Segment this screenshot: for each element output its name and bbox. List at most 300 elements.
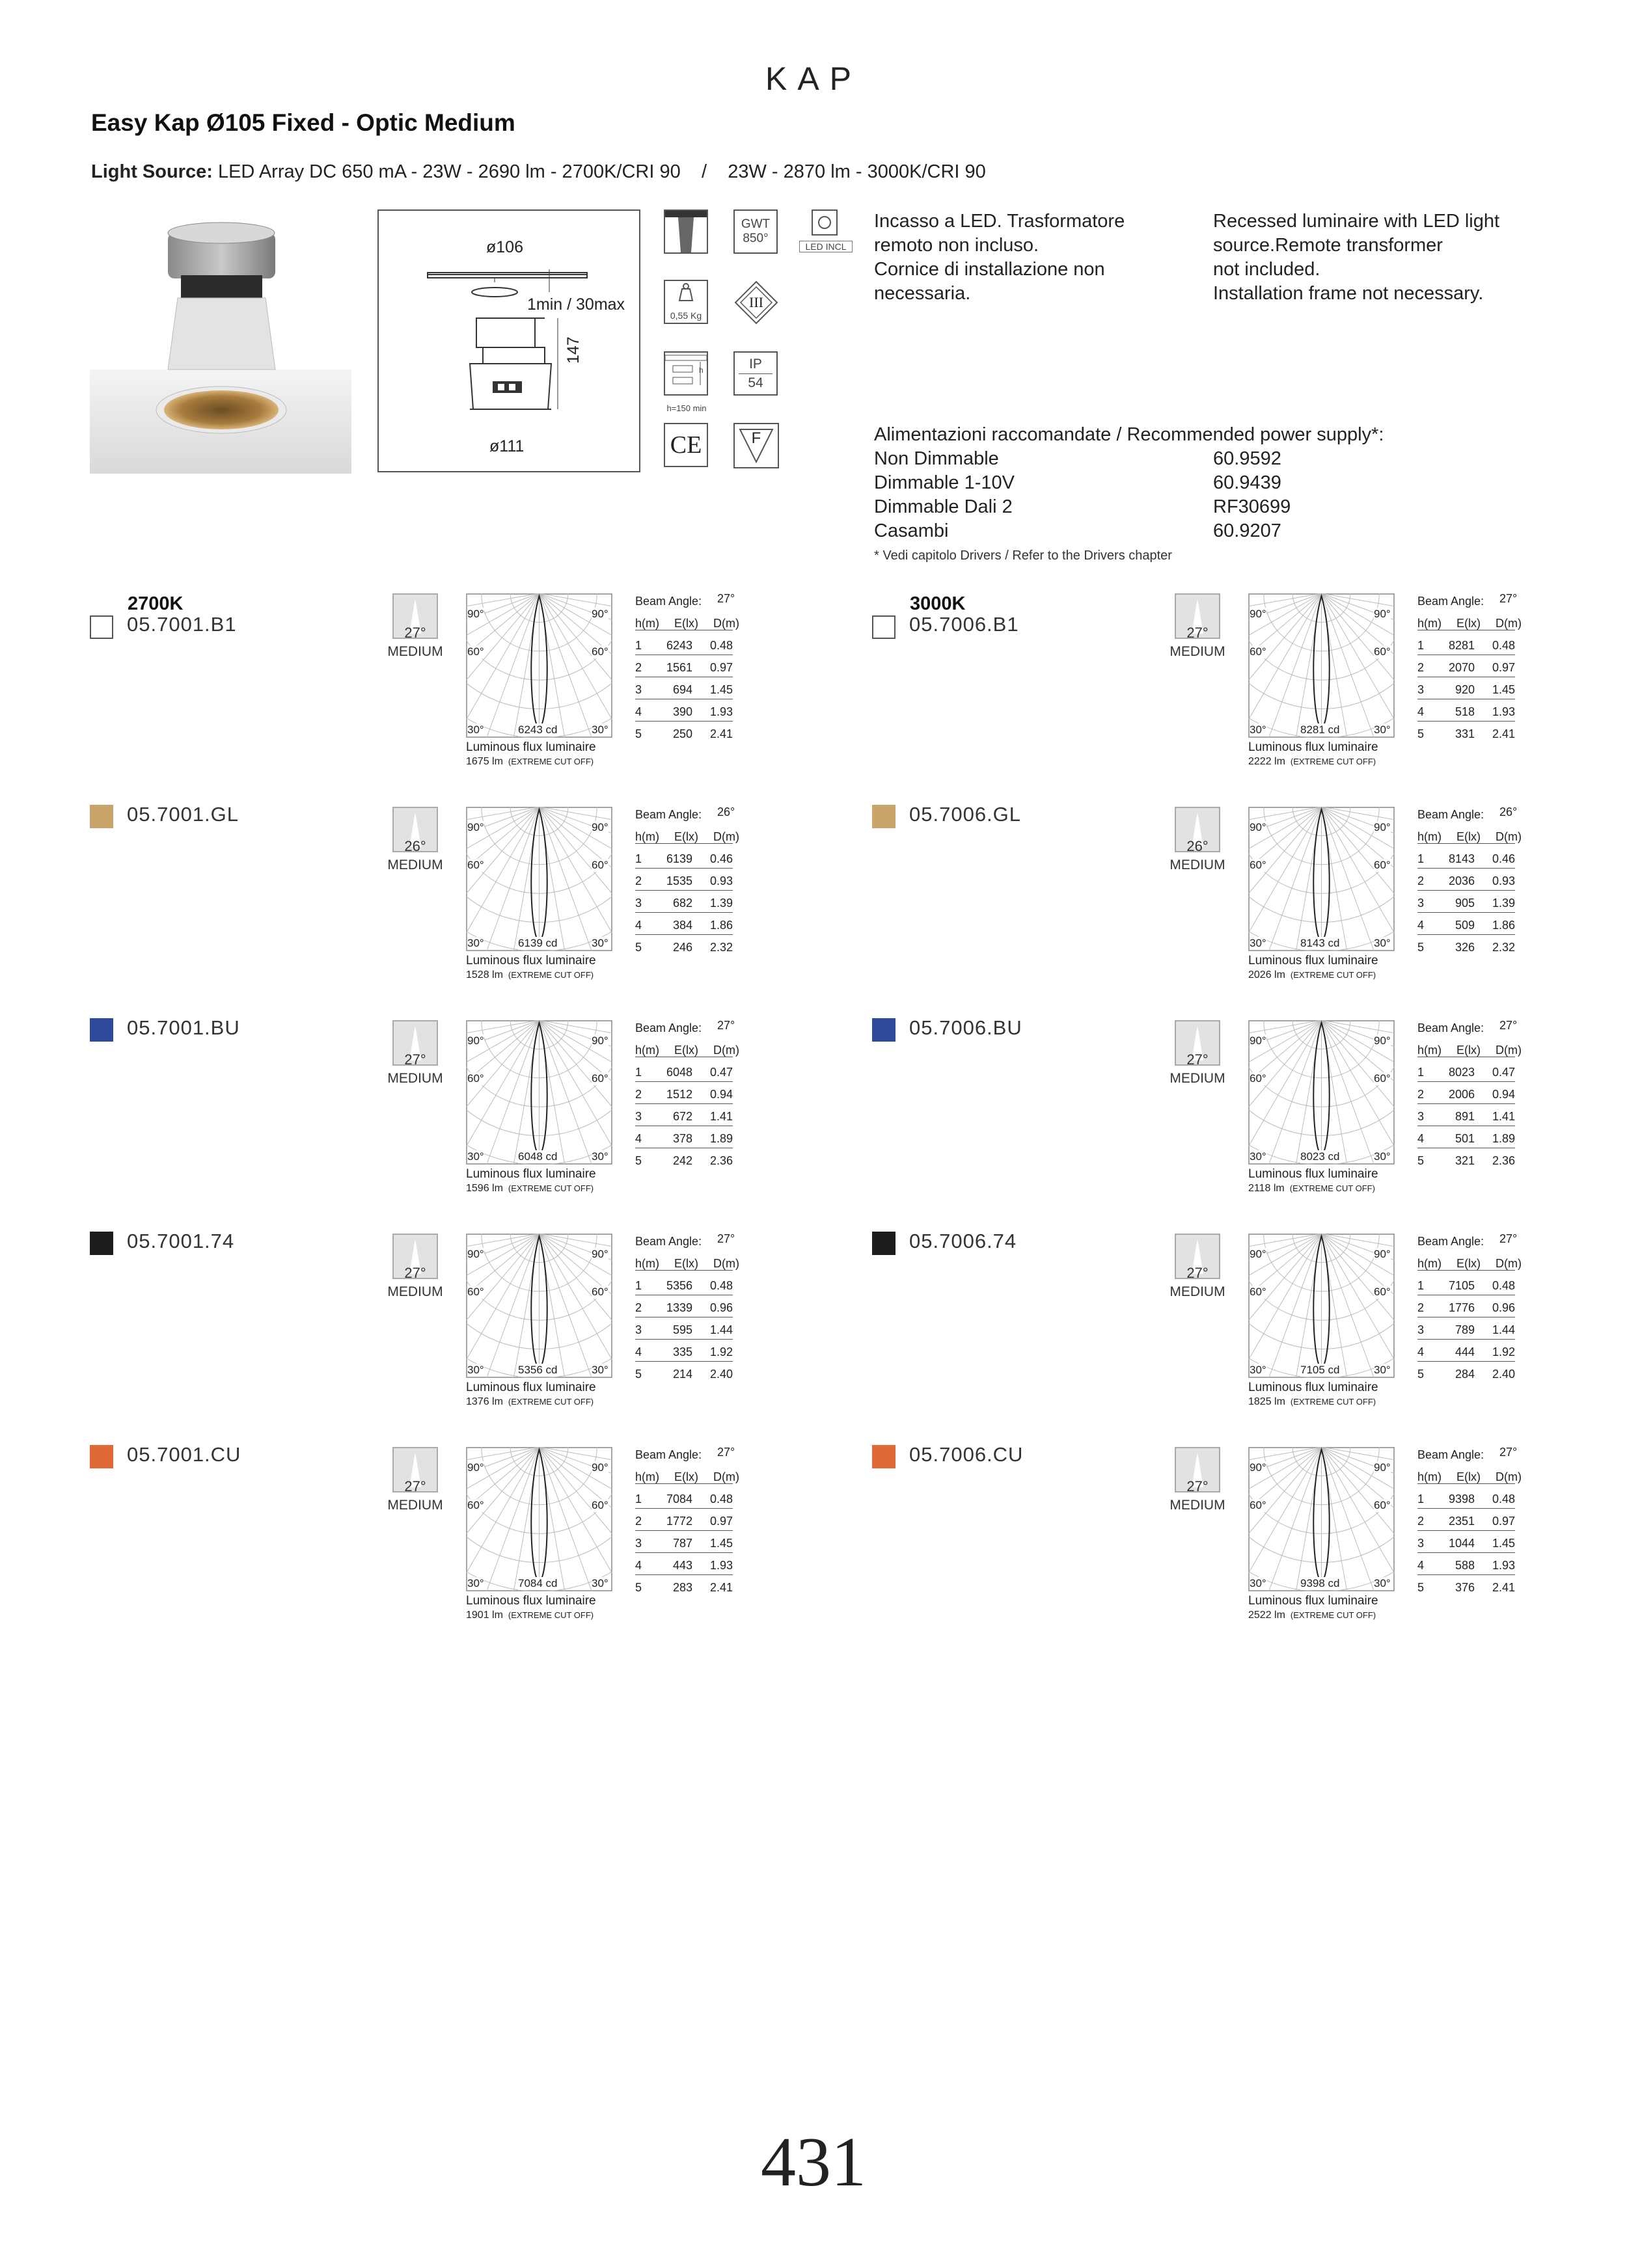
table-e-cell: 8143: [1448, 852, 1475, 865]
table-h-cell: 4: [635, 1345, 642, 1358]
flux-lumens: 1596 lm: [466, 1183, 503, 1194]
table-d-cell: 1.41: [1492, 1110, 1515, 1123]
polar-chart: [466, 1234, 612, 1378]
col-e-header: E(lx): [1456, 617, 1481, 630]
weight-value: 0,55 Kg: [670, 310, 702, 321]
table-e-cell: 920: [1455, 683, 1475, 696]
angle-30-left: 30°: [467, 1150, 484, 1163]
angle-60-left: 60°: [467, 645, 484, 658]
table-e-cell: 321: [1455, 1154, 1475, 1167]
table-row-rule: [1417, 934, 1515, 935]
angle-30-left: 30°: [1250, 1150, 1266, 1163]
table-e-cell: 384: [672, 919, 692, 932]
polar-chart: [1248, 593, 1395, 738]
finish-checkbox[interactable]: [90, 615, 113, 639]
table-d-cell: 1.39: [1492, 897, 1515, 910]
product-code: 05.7006.B1: [909, 613, 1019, 636]
table-d-cell: 2.41: [1492, 1581, 1515, 1594]
ip-value: 54: [748, 375, 763, 390]
peak-intensity: 9398 cd: [1300, 1577, 1340, 1589]
table-e-cell: 2036: [1448, 874, 1475, 887]
table-e-cell: 2006: [1448, 1088, 1475, 1101]
table-h-cell: 1: [635, 1492, 642, 1505]
luminous-flux-label: Luminous flux luminaire: [1248, 954, 1378, 967]
table-h-cell: 1: [1417, 852, 1425, 865]
table-d-cell: 1.93: [1492, 1559, 1515, 1572]
table-e-cell: 242: [672, 1154, 692, 1167]
light-source-label: Light Source:: [91, 161, 213, 182]
table-e-cell: 331: [1455, 727, 1475, 740]
polar-chart: [1248, 1234, 1395, 1378]
table-h-cell: 5: [1417, 1368, 1425, 1381]
table-e-cell: 5356: [666, 1279, 692, 1292]
h-min-label: h=150 min: [666, 403, 707, 413]
table-d-cell: 0.93: [709, 874, 733, 887]
angle-90-right: 90°: [592, 1461, 608, 1474]
color-temperature-label: 2700K: [128, 593, 184, 614]
finish-swatch: [872, 805, 896, 828]
table-row-rule: [635, 912, 733, 913]
brand-title: KAP: [765, 61, 862, 97]
angle-30-right: 30°: [1374, 1150, 1391, 1163]
table-row-rule: [1417, 1103, 1515, 1104]
peak-intensity: 8143 cd: [1300, 937, 1340, 949]
table-d-cell: 1.41: [709, 1110, 733, 1123]
table-e-cell: 694: [672, 683, 692, 696]
flux-lumens: 1675 lm: [466, 756, 503, 767]
beam-type: MEDIUM: [387, 857, 443, 872]
class-label: III: [749, 294, 763, 310]
table-e-cell: 905: [1455, 897, 1475, 910]
table-d-cell: 2.41: [709, 1581, 733, 1594]
luminous-flux-value: [466, 1608, 594, 1622]
luminous-flux-value: [1248, 755, 1376, 768]
ps-code: 60.9207: [1213, 520, 1281, 541]
table-d-cell: 2.41: [709, 727, 733, 740]
polar-diagram: [1248, 1020, 1395, 1165]
table-d-cell: 1.86: [1492, 919, 1515, 932]
angle-60-right: 60°: [1374, 1072, 1391, 1085]
table-h-cell: 3: [635, 683, 642, 696]
table-d-cell: 2.36: [709, 1154, 733, 1167]
flux-lumens: 1528 lm: [466, 969, 503, 980]
table-h-cell: 2: [635, 1301, 642, 1314]
table-e-cell: 7084: [666, 1492, 692, 1505]
table-h-cell: 5: [1417, 1154, 1425, 1167]
peak-intensity: 8023 cd: [1300, 1150, 1340, 1163]
table-e-cell: 1339: [666, 1301, 692, 1314]
table-e-cell: 8281: [1448, 639, 1475, 652]
led-incl-label: LED INCL: [799, 241, 853, 252]
luminous-flux-label: Luminous flux luminaire: [1248, 1381, 1378, 1394]
ps-name: Non Dimmable: [874, 448, 999, 469]
cutoff-label: (EXTREME CUT OFF): [508, 757, 594, 766]
class-iii-icon: [733, 280, 779, 325]
dimension-drawing: [377, 209, 640, 472]
desc-it-line: remoto non incluso.: [874, 235, 1039, 256]
angle-30-left: 30°: [1250, 1577, 1266, 1589]
table-h-cell: 1: [635, 1279, 642, 1292]
polar-diagram: [1248, 1447, 1395, 1591]
luminous-flux-value: [1248, 968, 1376, 982]
angle-30-left: 30°: [467, 723, 484, 736]
table-d-cell: 0.48: [709, 1492, 733, 1505]
table-h-cell: 1: [1417, 639, 1425, 652]
angle-60-right: 60°: [1374, 645, 1391, 658]
angle-30-left: 30°: [1250, 1364, 1266, 1376]
table-h-cell: 2: [1417, 1515, 1425, 1528]
luminous-flux-label: Luminous flux luminaire: [466, 1167, 596, 1181]
table-e-cell: 501: [1455, 1132, 1475, 1145]
col-e-header: E(lx): [674, 830, 698, 843]
light-source-text: LED Array DC 650 mA - 23W - 2690 lm - 2700K/CRI 90 / 23W - 2870 lm - 3000K/CRI 90: [212, 161, 986, 182]
col-d-header: D(m): [713, 1044, 739, 1057]
table-d-cell: 0.47: [1492, 1066, 1515, 1079]
dim-top-diameter: ø106: [486, 238, 523, 256]
table-h-cell: 5: [635, 941, 642, 954]
col-e-header: E(lx): [1456, 1470, 1481, 1483]
table-e-cell: 1776: [1448, 1301, 1475, 1314]
beam-degree: 27°: [1186, 625, 1209, 641]
table-e-cell: 326: [1455, 941, 1475, 954]
table-d-cell: 1.92: [1492, 1345, 1515, 1358]
luminous-flux-value: [1248, 1181, 1375, 1195]
finish-swatch: [872, 1232, 896, 1255]
beam-angle-value: 27°: [717, 1019, 735, 1032]
polar-diagram: [466, 807, 612, 951]
table-d-cell: 2.36: [1492, 1154, 1515, 1167]
table-row-rule: [1417, 912, 1515, 913]
table-h-cell: 5: [635, 1154, 642, 1167]
beam-angle-value: 27°: [717, 1232, 735, 1245]
angle-30-left: 30°: [1250, 937, 1266, 949]
table-row-rule: [635, 1081, 733, 1082]
table-d-cell: 1.44: [1492, 1323, 1515, 1336]
beam-angle-value: 27°: [1499, 592, 1518, 605]
peak-intensity: 6243 cd: [518, 723, 558, 736]
table-h-cell: 5: [635, 727, 642, 740]
table-h-cell: 4: [1417, 1559, 1425, 1572]
table-header-rule: [1417, 1483, 1515, 1484]
table-d-cell: 0.96: [1492, 1301, 1515, 1314]
table-e-cell: 509: [1455, 919, 1475, 932]
table-row-rule: [635, 868, 733, 869]
table-d-cell: 1.45: [1492, 683, 1515, 696]
ip-rating-icon: [733, 351, 778, 396]
beam-type: MEDIUM: [1169, 644, 1225, 659]
table-row-rule: [635, 1574, 733, 1575]
table-row-rule: [1417, 1508, 1515, 1509]
col-e-header: E(lx): [674, 1044, 698, 1057]
beam-degree: 26°: [1186, 838, 1209, 854]
cutoff-label: (EXTREME CUT OFF): [508, 970, 594, 980]
finish-swatch: [90, 1018, 113, 1042]
polar-chart: [466, 807, 612, 951]
beam-angle-label: Beam Angle:: [1417, 808, 1484, 821]
peak-intensity: 8281 cd: [1300, 723, 1340, 736]
table-d-cell: 1.93: [709, 1559, 733, 1572]
col-e-header: E(lx): [674, 1470, 698, 1483]
table-d-cell: 2.40: [1492, 1368, 1515, 1381]
table-row-rule: [1417, 1574, 1515, 1575]
table-header-rule: [635, 1483, 733, 1484]
beam-angle-value: 26°: [1499, 805, 1518, 818]
peak-intensity: 6048 cd: [518, 1150, 558, 1163]
flux-lumens: 1825 lm: [1248, 1396, 1285, 1407]
luminous-flux-value: [1248, 1608, 1376, 1622]
table-e-cell: 283: [672, 1581, 692, 1594]
table-e-cell: 250: [672, 727, 692, 740]
luminous-flux-label: Luminous flux luminaire: [1248, 1167, 1378, 1181]
finish-swatch: [90, 1445, 113, 1468]
angle-60-left: 60°: [467, 1072, 484, 1085]
peak-intensity: 5356 cd: [518, 1364, 558, 1376]
polar-diagram: [1248, 1234, 1395, 1378]
power-supply-title: Alimentazioni raccomandate / Recommended power supply*:: [874, 424, 1384, 445]
angle-90-left: 90°: [467, 821, 484, 833]
table-d-cell: 0.47: [709, 1066, 733, 1079]
table-header-rule: [635, 1270, 733, 1271]
beam-angle-label: Beam Angle:: [635, 1235, 702, 1248]
flux-lumens: 1376 lm: [466, 1396, 503, 1407]
angle-60-left: 60°: [467, 1286, 484, 1298]
table-h-cell: 1: [635, 1066, 642, 1079]
table-e-cell: 672: [672, 1110, 692, 1123]
table-e-cell: 682: [672, 897, 692, 910]
table-e-cell: 335: [672, 1345, 692, 1358]
ce-mark: CE: [670, 431, 702, 459]
table-e-cell: 2351: [1448, 1515, 1475, 1528]
table-h-cell: 2: [635, 874, 642, 887]
table-h-cell: 4: [1417, 705, 1425, 718]
angle-60-left: 60°: [1250, 645, 1266, 658]
table-d-cell: 0.46: [709, 852, 733, 865]
ip-label: IP: [749, 357, 762, 371]
description-en: [1213, 209, 1499, 306]
table-row-rule: [1417, 890, 1515, 891]
col-d-header: D(m): [713, 1470, 739, 1483]
finish-swatch: [90, 805, 113, 828]
table-e-cell: 789: [1455, 1323, 1475, 1336]
peak-intensity: 7105 cd: [1300, 1364, 1340, 1376]
angle-30-left: 30°: [467, 1364, 484, 1376]
table-header-rule: [1417, 1270, 1515, 1271]
table-h-cell: 3: [1417, 683, 1425, 696]
product-code: 05.7001.CU: [127, 1443, 241, 1466]
power-supply-note: * Vedi capitolo Drivers / Refer to the Drivers chapter: [874, 548, 1172, 563]
table-e-cell: 9398: [1448, 1492, 1475, 1505]
polar-chart: [466, 593, 612, 738]
col-e-header: E(lx): [1456, 830, 1481, 843]
beam-angle-label: Beam Angle:: [635, 808, 702, 821]
polar-chart: [466, 1447, 612, 1591]
polar-diagram: [466, 1020, 612, 1165]
polar-diagram: [466, 1234, 612, 1378]
ps-code: 60.9592: [1213, 448, 1281, 469]
gwt-label: GWT: [741, 217, 771, 231]
table-h-cell: 2: [1417, 874, 1425, 887]
table-h-cell: 4: [1417, 1345, 1425, 1358]
table-d-cell: 0.97: [1492, 1515, 1515, 1528]
beam-type: MEDIUM: [1169, 1284, 1225, 1299]
description-it: [874, 209, 1125, 306]
product-code: 05.7001.74: [127, 1230, 235, 1252]
table-h-cell: 5: [1417, 1581, 1425, 1594]
angle-60-right: 60°: [592, 1499, 608, 1511]
table-d-cell: 0.97: [1492, 661, 1515, 674]
angle-60-right: 60°: [1374, 1286, 1391, 1298]
angle-90-left: 90°: [1250, 608, 1266, 620]
table-d-cell: 0.94: [1492, 1088, 1515, 1101]
beam-angle-label: Beam Angle:: [635, 1021, 702, 1034]
beam-degree: 27°: [404, 1265, 426, 1281]
angle-60-right: 60°: [1374, 859, 1391, 871]
led-square-icon: [812, 209, 838, 236]
beam-angle-value: 27°: [1499, 1232, 1518, 1245]
table-h-cell: 5: [1417, 727, 1425, 740]
table-d-cell: 1.93: [709, 705, 733, 718]
beam-angle-label: Beam Angle:: [1417, 1448, 1484, 1461]
col-d-header: D(m): [1496, 617, 1522, 630]
table-d-cell: 1.44: [709, 1323, 733, 1336]
angle-30-right: 30°: [1374, 723, 1391, 736]
angle-30-left: 30°: [467, 1577, 484, 1589]
table-row-rule: [635, 1508, 733, 1509]
col-d-header: D(m): [713, 830, 739, 843]
angle-60-left: 60°: [1250, 859, 1266, 871]
table-e-cell: 518: [1455, 705, 1475, 718]
angle-90-left: 90°: [467, 1034, 484, 1047]
luminous-flux-value: [466, 1395, 594, 1409]
luminous-flux-value: [466, 968, 594, 982]
product-code: 05.7006.CU: [909, 1443, 1024, 1466]
f-label: F: [751, 429, 761, 447]
table-h-cell: 2: [1417, 1301, 1425, 1314]
luminous-flux-value: [466, 755, 594, 768]
table-e-cell: 284: [1455, 1368, 1475, 1381]
table-e-cell: 2070: [1448, 661, 1475, 674]
luminous-flux-value: [1248, 1395, 1376, 1409]
finish-checkbox[interactable]: [872, 615, 896, 639]
angle-30-right: 30°: [1374, 1364, 1391, 1376]
table-h-cell: 5: [1417, 941, 1425, 954]
beam-angle-value: 27°: [717, 1446, 735, 1459]
table-h-cell: 3: [635, 1110, 642, 1123]
table-d-cell: 2.32: [709, 941, 733, 954]
beam-type: MEDIUM: [387, 644, 443, 659]
table-header-rule: [1417, 843, 1515, 844]
table-d-cell: 2.41: [1492, 727, 1515, 740]
led-included-icon: [802, 209, 847, 255]
angle-30-right: 30°: [592, 1364, 608, 1376]
table-d-cell: 1.89: [1492, 1132, 1515, 1145]
beam-angle-value: 27°: [717, 592, 735, 605]
table-e-cell: 246: [672, 941, 692, 954]
angle-60-left: 60°: [1250, 1499, 1266, 1511]
col-h-header: h(m): [635, 1470, 659, 1483]
table-d-cell: 0.96: [709, 1301, 733, 1314]
angle-90-left: 90°: [1250, 1461, 1266, 1474]
polar-diagram: [466, 1447, 612, 1591]
table-h-cell: 4: [635, 1132, 642, 1145]
table-h-cell: 2: [1417, 661, 1425, 674]
table-row-rule: [1417, 868, 1515, 869]
table-h-cell: 3: [635, 1323, 642, 1336]
table-d-cell: 1.39: [709, 897, 733, 910]
table-e-cell: 588: [1455, 1559, 1475, 1572]
table-h-cell: 5: [635, 1368, 642, 1381]
installation-height-icon: [664, 351, 708, 396]
angle-60-right: 60°: [592, 1286, 608, 1298]
angle-90-right: 90°: [1374, 1248, 1391, 1260]
table-e-cell: 390: [672, 705, 692, 718]
beam-degree: 27°: [1186, 1265, 1209, 1281]
table-h-cell: 3: [1417, 1537, 1425, 1550]
col-h-header: h(m): [1417, 830, 1442, 843]
finish-swatch: [872, 1018, 896, 1042]
table-h-cell: 1: [635, 639, 642, 652]
flux-lumens: 1901 lm: [466, 1610, 503, 1621]
col-h-header: h(m): [1417, 1044, 1442, 1057]
table-row-rule: [1417, 1552, 1515, 1553]
table-e-cell: 787: [672, 1537, 692, 1550]
cutoff-label: (EXTREME CUT OFF): [1289, 1183, 1375, 1193]
table-e-cell: 376: [1455, 1581, 1475, 1594]
flux-lumens: 2522 lm: [1248, 1610, 1285, 1621]
angle-30-right: 30°: [1374, 937, 1391, 949]
polar-diagram: [1248, 807, 1395, 951]
glow-wire-icon: [733, 209, 778, 254]
beam-angle-value: 27°: [1499, 1446, 1518, 1459]
beam-type: MEDIUM: [1169, 1498, 1225, 1513]
angle-90-right: 90°: [1374, 1034, 1391, 1047]
col-e-header: E(lx): [674, 617, 698, 630]
desc-it-line: Cornice di installazione non: [874, 259, 1105, 280]
angle-30-right: 30°: [1374, 1577, 1391, 1589]
table-d-cell: 1.92: [709, 1345, 733, 1358]
table-e-cell: 1561: [666, 661, 692, 674]
gwt-temp: 850°: [743, 232, 769, 245]
beam-degree: 27°: [404, 1478, 426, 1494]
col-e-header: E(lx): [1456, 1044, 1481, 1057]
table-e-cell: 6048: [666, 1066, 692, 1079]
flux-lumens: 2026 lm: [1248, 969, 1285, 980]
product-photo: [90, 207, 351, 474]
flux-lumens: 2222 lm: [1248, 756, 1285, 767]
angle-90-right: 90°: [1374, 821, 1391, 833]
beam-angle-label: Beam Angle:: [635, 1448, 702, 1461]
col-h-header: h(m): [635, 617, 659, 630]
cutoff-label: (EXTREME CUT OFF): [508, 1610, 594, 1620]
f-mark-icon: [733, 423, 779, 468]
table-e-cell: 595: [672, 1323, 692, 1336]
table-h-cell: 2: [1417, 1088, 1425, 1101]
desc-en-line: Recessed luminaire with LED light: [1213, 211, 1500, 232]
table-d-cell: 2.32: [1492, 941, 1515, 954]
peak-intensity: 6139 cd: [518, 937, 558, 949]
col-h-header: h(m): [635, 1257, 659, 1270]
table-d-cell: 1.45: [1492, 1537, 1515, 1550]
product-code: 05.7006.74: [909, 1230, 1017, 1252]
beam-type: MEDIUM: [1169, 1071, 1225, 1086]
table-d-cell: 1.93: [1492, 705, 1515, 718]
table-e-cell: 1044: [1448, 1537, 1475, 1550]
angle-30-right: 30°: [592, 1150, 608, 1163]
polar-chart: [466, 1020, 612, 1165]
table-e-cell: 214: [672, 1368, 692, 1381]
table-row-rule: [1417, 1339, 1515, 1340]
table-h-cell: 4: [1417, 919, 1425, 932]
